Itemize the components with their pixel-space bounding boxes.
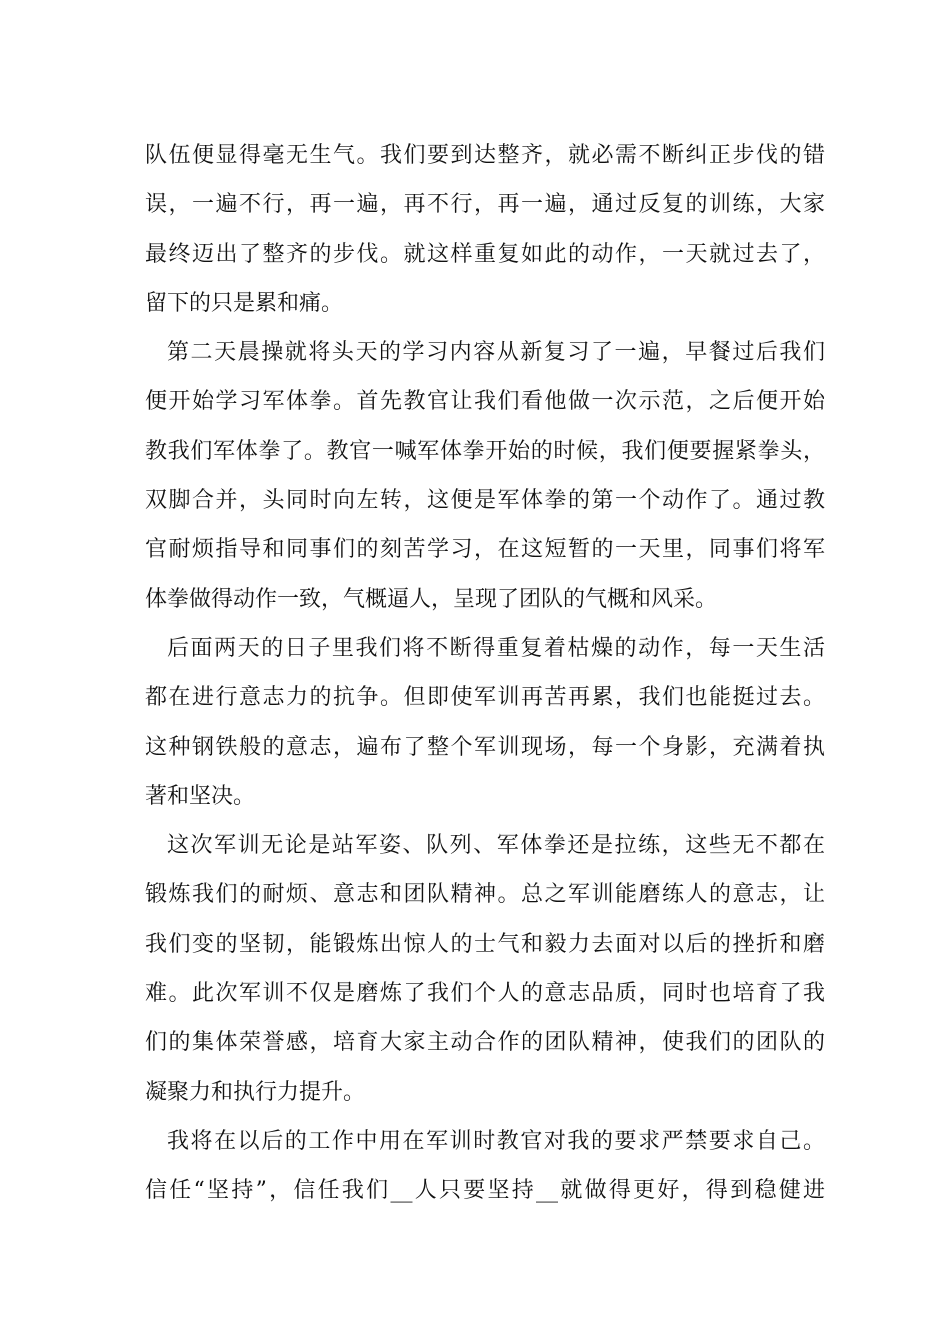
text-line: 锻炼我们的耐烦、意志和团队精神。总之军训能磨练人的意志，让 bbox=[145, 882, 825, 908]
paragraph-2 bbox=[145, 328, 825, 624]
text-line: 都在进行意志力的抗争。但即使军训再苦再累，我们也能挺过去。 bbox=[145, 685, 825, 711]
paragraph-5 bbox=[145, 1117, 825, 1216]
text-line: 队伍便显得毫无生气。我们要到达整齐，就必需不断纠正步伐的错 bbox=[145, 143, 825, 168]
text-line: 第二天晨操就将头天的学习内容从新复习了一遍，早餐过后我们 bbox=[167, 340, 825, 366]
paragraph-1 bbox=[145, 131, 825, 328]
text-line: 凝聚力和执行力提升。 bbox=[145, 1079, 366, 1105]
paragraph-3 bbox=[145, 624, 825, 821]
text-line: 便开始学习军体拳。首先教官让我们看他做一次示范，之后便开始 bbox=[145, 389, 825, 415]
text-line: 这种钢铁般的意志，遍布了整个军训现场，每一个身影，充满着执 bbox=[145, 734, 825, 760]
text-line: 这次军训无论是站军姿、队列、军体拳还是拉练，这些无不都在 bbox=[167, 833, 825, 859]
text-line: 留下的只是累和痛。 bbox=[145, 290, 344, 316]
text-line: 我们变的坚韧，能锻炼出惊人的士气和毅力去面对以后的挫折和磨 bbox=[145, 931, 825, 957]
text-line: 们的集体荣誉感，培育大家主动合作的团队精神，使我们的团队的 bbox=[145, 1030, 825, 1056]
text-line: 官耐烦指导和同事们的刻苦学习，在这短暂的一天里，同事们将军 bbox=[145, 537, 825, 563]
text-line: 著和坚决。 bbox=[145, 783, 256, 809]
text-line: 双脚合并，头同时向左转，这便是军体拳的第一个动作了。通过教 bbox=[145, 488, 825, 514]
text-line: 信任“坚持”，信任我们__人只要坚持__就做得更好，得到稳健进 bbox=[145, 1178, 825, 1204]
document-page bbox=[145, 131, 825, 1216]
text-line: 误，一遍不行，再一遍，再不行，再一遍，通过反复的训练，大家 bbox=[145, 192, 825, 218]
text-line: 我将在以后的工作中用在军训时教官对我的要求严禁要求自己。 bbox=[167, 1128, 825, 1154]
text-line: 难。此次军训不仅是磨炼了我们个人的意志品质，同时也培育了我 bbox=[145, 981, 825, 1007]
paragraph-4 bbox=[145, 821, 825, 1117]
text-line: 教我们军体拳了。教官一喊军体拳开始的时候，我们便要握紧拳头， bbox=[145, 438, 825, 464]
text-line: 体拳做得动作一致，气概逼人，呈现了团队的气概和风采。 bbox=[145, 586, 718, 612]
text-line: 后面两天的日子里我们将不断得重复着枯燥的动作，每一天生活 bbox=[167, 635, 825, 661]
text-line: 最终迈出了整齐的步伐。就这样重复如此的动作，一天就过去了， bbox=[145, 241, 825, 267]
